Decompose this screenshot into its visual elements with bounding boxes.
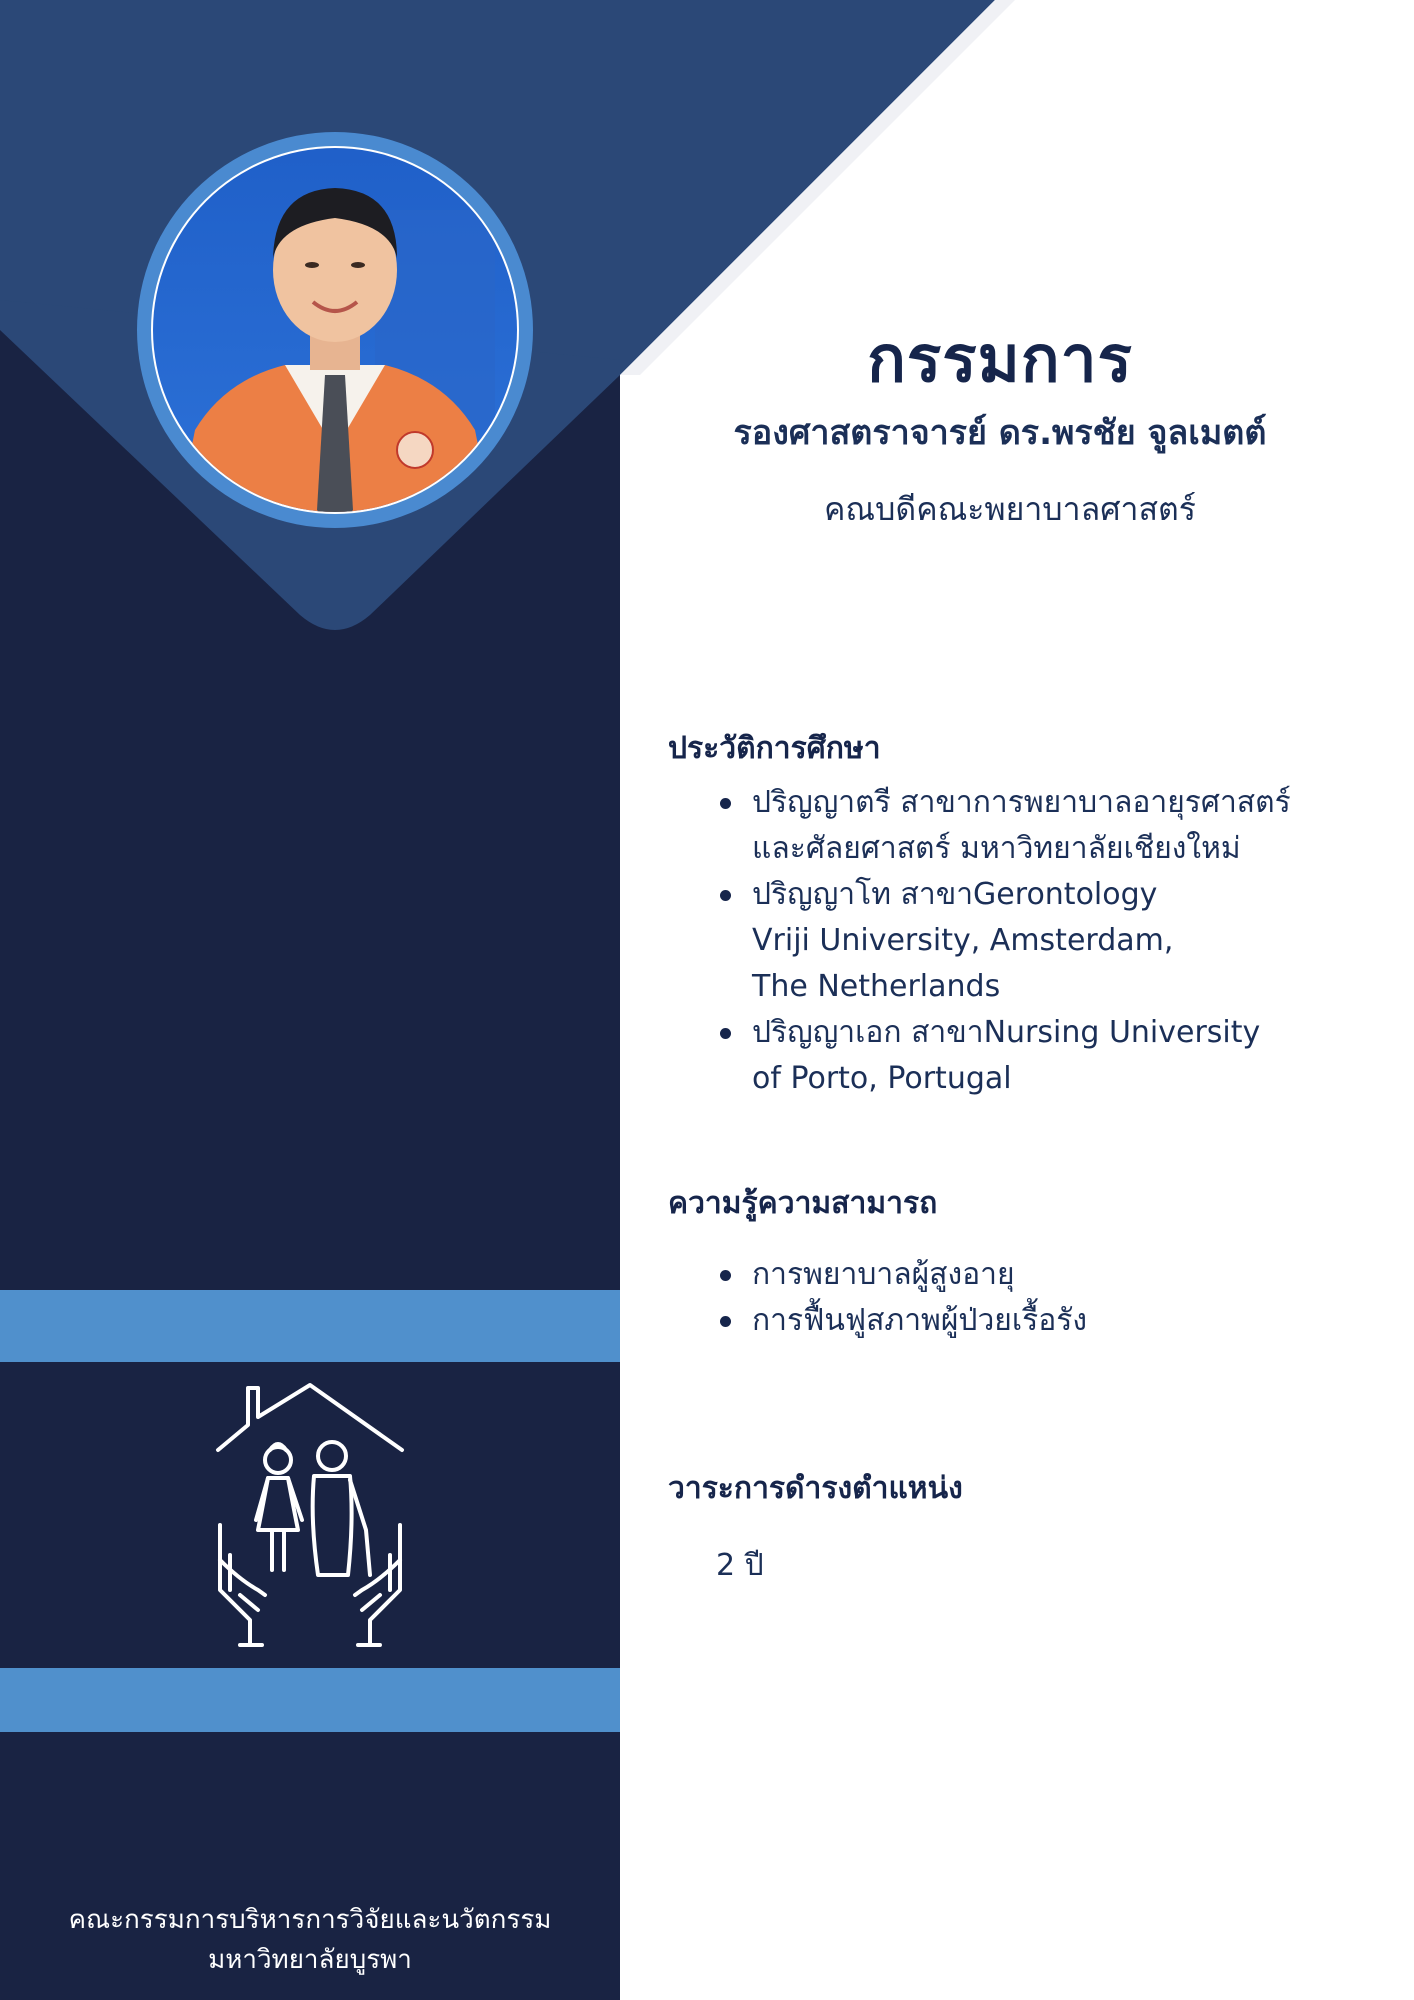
portrait-photo <box>135 130 535 530</box>
term-value: 2 ปี <box>716 1548 764 1583</box>
bullet-icon <box>720 1270 731 1281</box>
list-item: การฟื้นฟูสภาพผู้ป่วยเรื้อรัง <box>752 1298 1372 1344</box>
footer-organization <box>30 1900 590 1980</box>
skills-list <box>752 1252 1372 1344</box>
skills-heading: ความรู้ความสามารถ <box>668 1186 938 1221</box>
elderly-care-house-icon <box>210 1380 410 1650</box>
list-item: การพยาบาลผู้สูงอายุ <box>752 1252 1372 1298</box>
role-title: กรรมการ <box>867 323 1133 397</box>
term-heading: วาระการดำรงตำแหน่ง <box>668 1471 963 1506</box>
list-item: ปริญญาเอก สาขาNursing University of Porto, Portugal <box>752 1010 1372 1102</box>
list-item: ปริญญาโท สาขาGerontology Vriji University, Amsterdam, The Netherlands <box>752 872 1372 1010</box>
bullet-icon <box>720 1028 731 1039</box>
footer-line: คณะกรรมการบริหารการวิจัยและนวัตกรรม <box>68 1905 552 1935</box>
job-position: คณบดีคณะพยาบาลศาสตร์ <box>824 490 1196 528</box>
bullet-icon <box>720 1316 731 1327</box>
bullet-icon <box>720 890 731 901</box>
education-heading: ประวัติการศึกษา <box>668 731 881 766</box>
bullet-icon <box>720 798 731 809</box>
education-list <box>752 780 1372 1102</box>
person-name: รองศาสตราจารย์ ดร.พรชัย จูลเมตต์ <box>733 413 1267 453</box>
list-item: ปริญญาตรี สาขาการพยาบาลอายุรศาสตร์ และศัลยศาสตร์ มหาวิทยาลัยเชียงใหม่ <box>752 780 1372 872</box>
footer-line: มหาวิทยาลัยบูรพา <box>208 1945 412 1975</box>
